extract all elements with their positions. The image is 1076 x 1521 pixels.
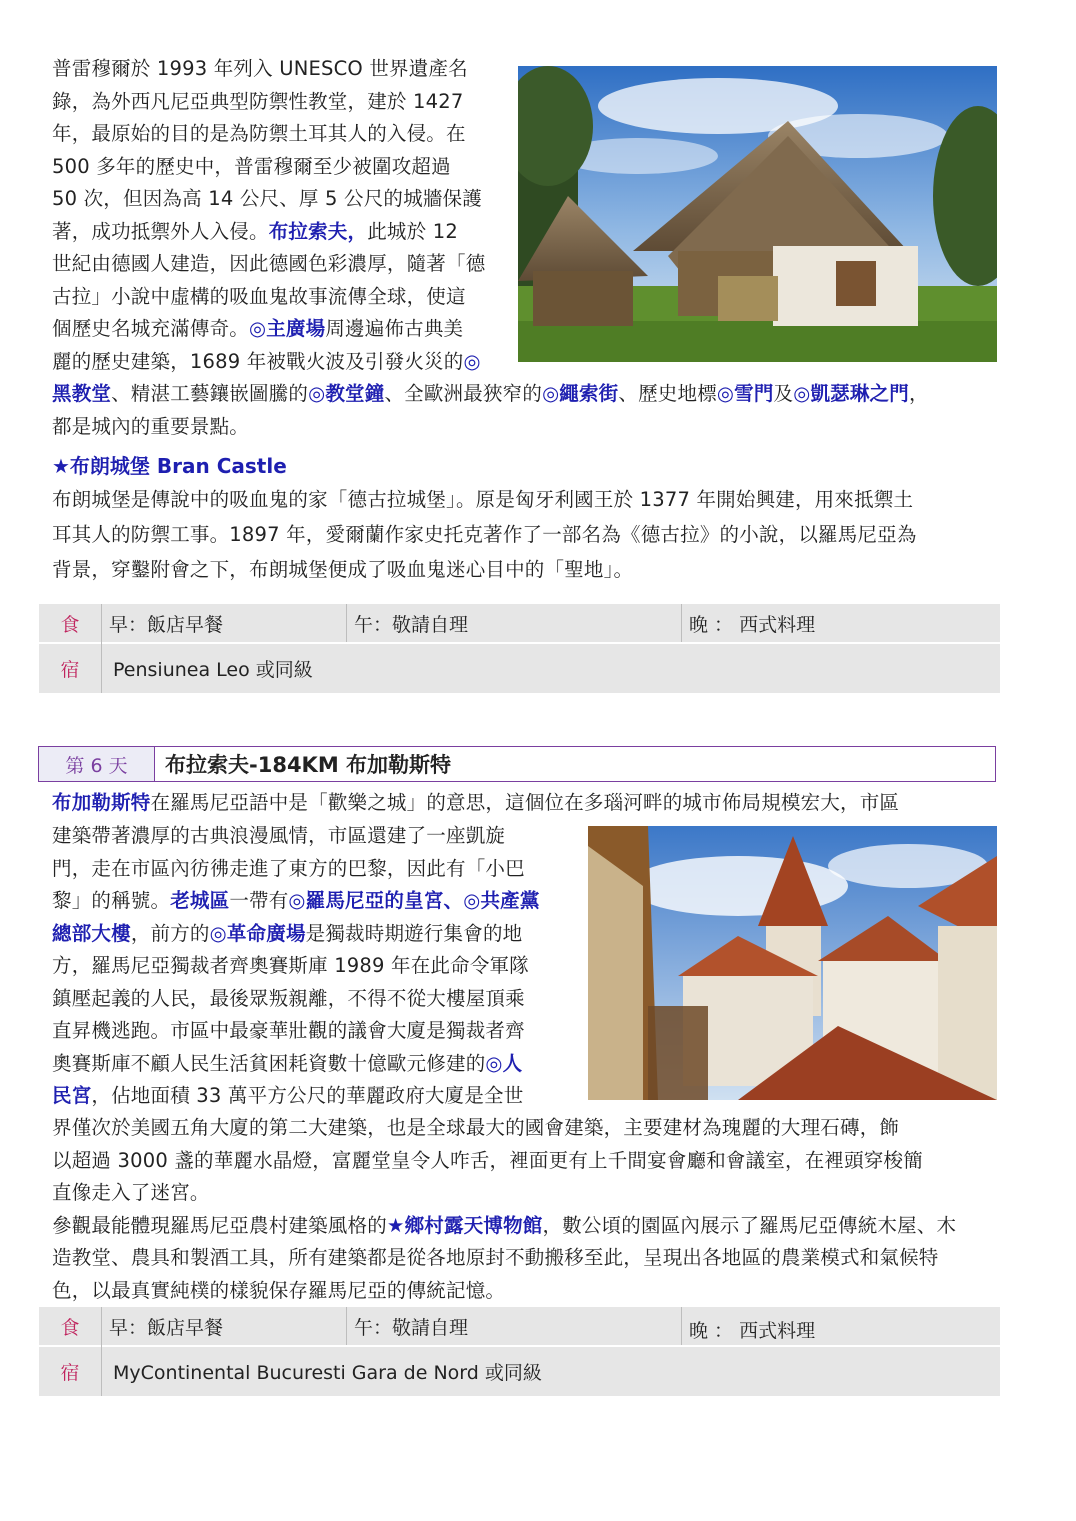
black-church-mark: ◎ <box>463 349 481 373</box>
text-segment: 在羅馬尼亞語中是「歡樂之城」的意思，這個位在多瑙河畔的城市佈局規模宏大，市區 <box>150 791 900 814</box>
hotel-cell: Pensiunea Leo 或同級 <box>113 659 313 681</box>
text-segment: ， <box>908 382 929 405</box>
bucharest-link[interactable]: 布加勒斯特 <box>52 791 151 814</box>
text-line <box>52 346 512 379</box>
meals-table-day5 <box>39 604 1000 693</box>
meals-row <box>39 1307 1000 1345</box>
attractions-line <box>52 378 1012 443</box>
text-line: 造教堂、農具和製酒工具，所有建築都是從各地原封不動搬移至此，呈現出各地區的農業模式和氣候特 <box>52 1246 939 1269</box>
text-line: 年，最原始的目的是為防禦土耳其人的入侵。在 <box>52 122 466 145</box>
text-segment: 著，成功抵禦外人入侵。 <box>52 219 269 243</box>
catherine-gate-link[interactable]: ◎凱瑟琳之門 <box>793 382 909 405</box>
text-line <box>52 1048 582 1081</box>
lunch-cell: 午：敬請自理 <box>354 1316 469 1339</box>
bucharest-first-line <box>52 787 1042 820</box>
bran-castle-heading: ★布朗城堡 Bran Castle <box>52 454 287 478</box>
lunch-cell: 午：敬請自理 <box>354 613 469 636</box>
text-segment: 麗的歷史建築，1689 年被戰火波及引發火災的 <box>52 349 464 373</box>
text-line: 方，羅馬尼亞獨裁者齊奧賽斯庫 1989 年在此命令軍隊 <box>52 954 529 977</box>
text-line: 建築帶著濃厚的古典浪漫風情，市區還建了一座凱旋 <box>52 824 506 847</box>
text-line: 背景，穿鑿附會之下，布朗城堡便成了吸血鬼迷心目中的「聖地」。 <box>52 558 634 581</box>
text-segment: 個歷史名城充滿傳奇。 <box>52 317 250 340</box>
food-label: 食 <box>60 1316 80 1339</box>
day-label: 第 6 天 <box>39 747 155 781</box>
black-church-link[interactable]: 黑教堂 <box>52 382 112 405</box>
hotel-row <box>39 1347 1000 1396</box>
text-line: 50 次，但因為高 14 公尺、厚 5 公尺的城牆保護 <box>52 187 482 210</box>
bran-castle-paragraph <box>52 482 1022 587</box>
church-bell-link[interactable]: ◎教堂鐘 <box>308 382 385 405</box>
text-segment: 奧賽斯庫不顧人民生活貧困耗資數十億歐元修建的 <box>52 1051 486 1075</box>
text-segment: 此城於 12 <box>367 219 458 243</box>
text-line <box>52 313 512 346</box>
day-6-header <box>38 746 996 782</box>
text-line: 世紀由德國人建造，因此德國色彩濃厚，隨著「德 <box>52 252 486 275</box>
main-square-link[interactable]: ◎主廣場 <box>249 317 326 340</box>
royal-palace-link[interactable]: ◎羅馬尼亞的皇宮 <box>288 889 444 912</box>
text-line <box>52 787 1042 820</box>
text-line: 普雷穆爾於 1993 年列入 UNESCO 世界遺產名 <box>52 57 468 80</box>
prejmer-paragraph <box>52 53 512 378</box>
communist-hq-link-cont[interactable]: 總部大樓 <box>52 921 131 945</box>
day-title: 布拉索夫-184KM 布加勒斯特 <box>165 753 452 777</box>
bucharest-paragraph <box>52 820 582 1113</box>
text-segment: 周邊遍佈古典美 <box>325 317 464 340</box>
communist-hq-link[interactable]: ◎共產黨 <box>463 889 540 912</box>
text-segment: 參觀最能體現羅馬尼亞農村建築風格的 <box>52 1213 387 1237</box>
text-line: 以超過 3000 盞的華麗水晶燈，富麗堂皇令人咋舌，裡面更有上千間宴會廳和會議室，在裡頭穿梭簡 <box>52 1148 923 1172</box>
food-label: 食 <box>60 613 80 636</box>
bran-castle-photo <box>588 826 997 1100</box>
text-line <box>52 918 582 951</box>
text-line <box>52 1210 1042 1243</box>
text-segment: ，佔地面積 33 萬平方公尺的華麗政府大廈是全世 <box>91 1084 524 1107</box>
thatched-houses-photo <box>518 66 997 362</box>
village-museum-link[interactable]: ★鄉村露天博物館 <box>386 1213 543 1237</box>
text-segment: 、 <box>443 889 464 912</box>
text-line: 界僅次於美國五角大廈的第二大建築，也是全球最大的國會建築，主要建材為瑰麗的大理石磚，飾 <box>52 1116 900 1139</box>
text-line <box>52 1080 582 1113</box>
text-line: 布朗城堡是傳說中的吸血鬼的家「德古拉城堡」。原是匈牙利國王於 1377 年開始興建，用來抵禦土 <box>52 488 914 511</box>
breakfast-cell: 早：飯店早餐 <box>109 613 224 636</box>
parliament-paragraph <box>52 1112 1042 1307</box>
text-segment: 是獨裁時期遊行集會的地 <box>305 921 523 945</box>
hotel-cell: MyContinental Bucuresti Gara de Nord 或同級 <box>113 1362 542 1384</box>
text-segment: ，前方的 <box>130 921 210 945</box>
text-line: 鎮壓起義的人民，最後眾叛親離，不得不從大樓屋頂乘 <box>52 986 525 1010</box>
brasov-link[interactable]: 布拉索夫， <box>268 219 368 243</box>
revolution-square-link[interactable]: ◎革命廣場 <box>209 921 306 945</box>
text-segment: 、精湛工藝鑲嵌圖騰的 <box>111 382 309 405</box>
text-line: 門，走在市區內彷彿走進了東方的巴黎，因此有「小巴 <box>52 856 525 880</box>
text-segment: 、全歐洲最狹窄的 <box>384 382 543 405</box>
text-line: 耳其人的防禦工事。1897 年，愛爾蘭作家史托克著作了一部名為《德古拉》的小說，以羅馬尼亞為 <box>52 523 917 546</box>
text-segment: 及 <box>773 382 794 405</box>
peoples-palace-link[interactable]: ◎人 <box>485 1051 523 1075</box>
text-line: 古拉」小說中虛構的吸血鬼故事流傳全球，使這 <box>52 284 466 308</box>
rope-street-link[interactable]: ◎繩索街 <box>542 382 619 405</box>
breakfast-cell: 早：飯店早餐 <box>109 1316 224 1339</box>
text-segment: 、歷史地標 <box>618 382 717 405</box>
text-line: 500 多年的歷史中，普雷穆爾至少被圍攻超過 <box>52 154 451 178</box>
text-line: 直昇機逃跑。市區中最豪華壯觀的議會大廈是獨裁者齊 <box>52 1019 525 1042</box>
text-line: 直像走入了迷宮。 <box>52 1181 210 1204</box>
meals-table-day6 <box>39 1307 1000 1396</box>
text-line <box>52 216 512 249</box>
text-segment: 黎」的稱號。 <box>52 889 171 912</box>
text-segment: 一帶有 <box>229 889 289 912</box>
text-line <box>52 885 582 918</box>
text-line: 錄，為外西凡尼亞典型防禦性教堂，建於 1427 <box>52 89 464 113</box>
dinner-cell: 晚 ： 西式料理 <box>689 613 816 636</box>
hotel-label: 宿 <box>60 1362 80 1384</box>
hotel-row <box>39 644 1000 693</box>
text-line: 色，以最真實純樸的樣貌保存羅馬尼亞的傳統記憶。 <box>52 1278 506 1302</box>
text-line: 都是城內的重要景點。 <box>52 414 250 438</box>
meals-row <box>39 604 1000 642</box>
snow-gate-link[interactable]: ◎雪門 <box>716 382 774 405</box>
text-line <box>52 378 1012 411</box>
old-town-link[interactable]: 老城區 <box>170 889 230 912</box>
hotel-label: 宿 <box>60 659 80 681</box>
peoples-palace-link-cont[interactable]: 民宮 <box>52 1084 92 1107</box>
dinner-cell: 晚 ： 西式料理 <box>689 1319 816 1342</box>
text-segment: ，數公頃的園區內展示了羅馬尼亞傳統木屋、木 <box>542 1213 957 1237</box>
